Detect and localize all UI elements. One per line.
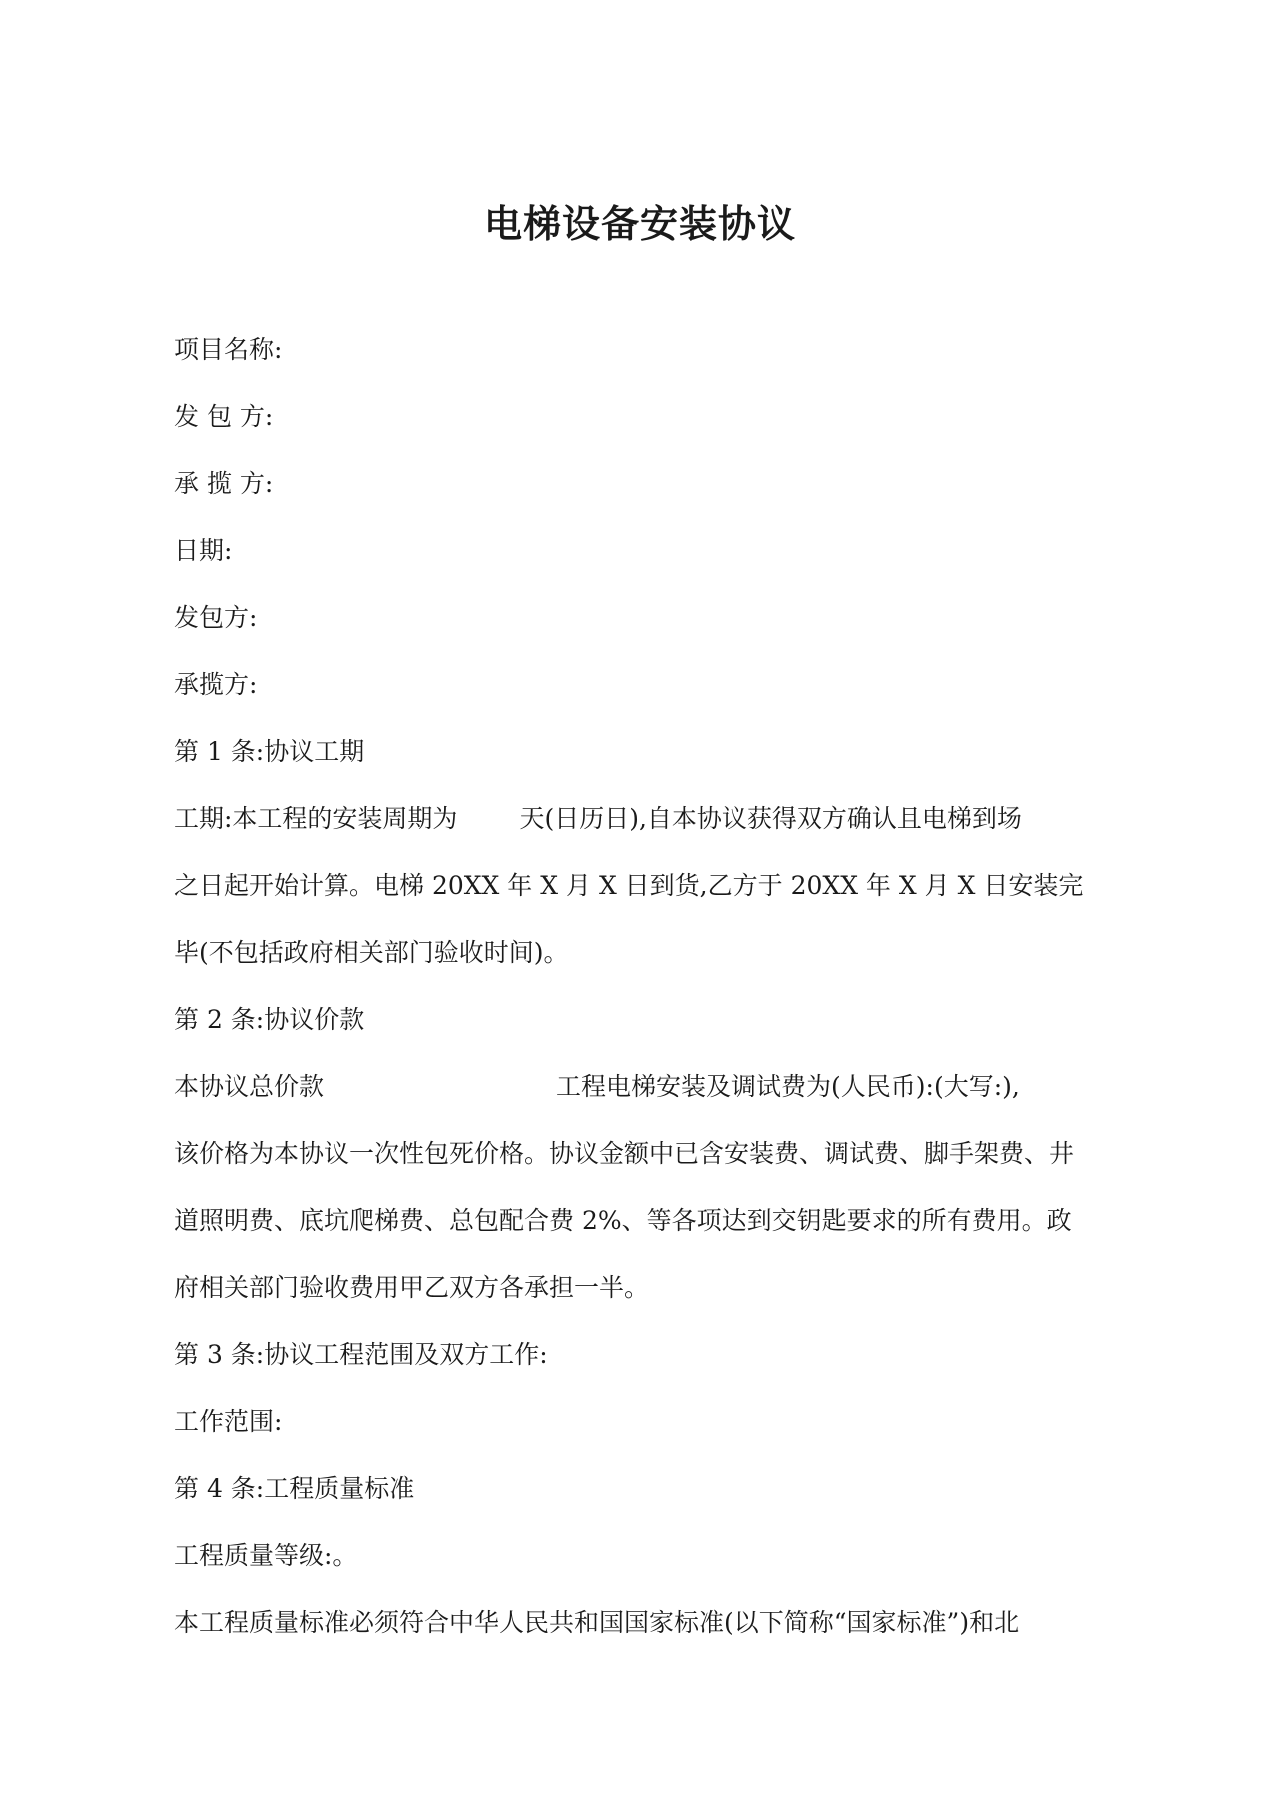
- article-4-heading: 第 4 条:工程质量标准: [174, 1474, 415, 1503]
- article-1-line-1-part-2: 天(日历日),自本协议获得双方确认且电梯到场: [519, 804, 1022, 833]
- article-2-line-1: [174, 1053, 1114, 1120]
- field-contractor: 承揽方:: [174, 670, 258, 699]
- document-body: [174, 316, 1114, 1656]
- article-4-standard-line-1: 本工程质量标准必须符合中华人民共和国国家标准(以下简称“国家标准”)和北: [174, 1608, 1020, 1637]
- article-3-heading: 第 3 条:协议工程范围及双方工作:: [174, 1340, 548, 1369]
- article-2-line-1-part-2: 工程电梯安装及调试费为(人民币):(大写:),: [556, 1072, 1020, 1101]
- article-4-grade: 工程质量等级:。: [174, 1541, 358, 1570]
- article-1-heading: 第 1 条:协议工期: [174, 737, 365, 766]
- article-1-line-3: 毕(不包括政府相关部门验收时间)。: [174, 938, 569, 967]
- article-2-line-2: 该价格为本协议一次性包死价格。协议金额中已含安装费、调试费、脚手架费、井: [174, 1139, 1075, 1168]
- article-2-line-3: 道照明费、底坑爬梯费、总包配合费 2%、等各项达到交钥匙要求的所有费用。政: [174, 1206, 1072, 1235]
- document-title: 电梯设备安装协议: [483, 201, 796, 246]
- article-1-line-1: [174, 785, 1114, 852]
- article-2-line-1-part-1: 本协议总价款: [174, 1072, 325, 1101]
- field-date: 日期:: [174, 536, 233, 565]
- article-1-line-1-part-1: 工期:本工程的安装周期为: [174, 804, 458, 833]
- article-2-line-4: 府相关部门验收费用甲乙双方各承担一半。: [174, 1273, 650, 1302]
- field-employer-spaced: 发 包 方:: [174, 402, 274, 431]
- article-2-heading: 第 2 条:协议价款: [174, 1005, 365, 1034]
- article-1-line-2: 之日起开始计算。电梯 20XX 年 X 月 X 日到货,乙方于 20XX 年 X 月 X 日安装完: [174, 871, 1084, 900]
- field-project-name: 项目名称:: [174, 335, 283, 364]
- article-3-scope: 工作范围:: [174, 1407, 283, 1436]
- field-employer: 发包方:: [174, 603, 258, 632]
- field-contractor-spaced: 承 揽 方:: [174, 469, 274, 498]
